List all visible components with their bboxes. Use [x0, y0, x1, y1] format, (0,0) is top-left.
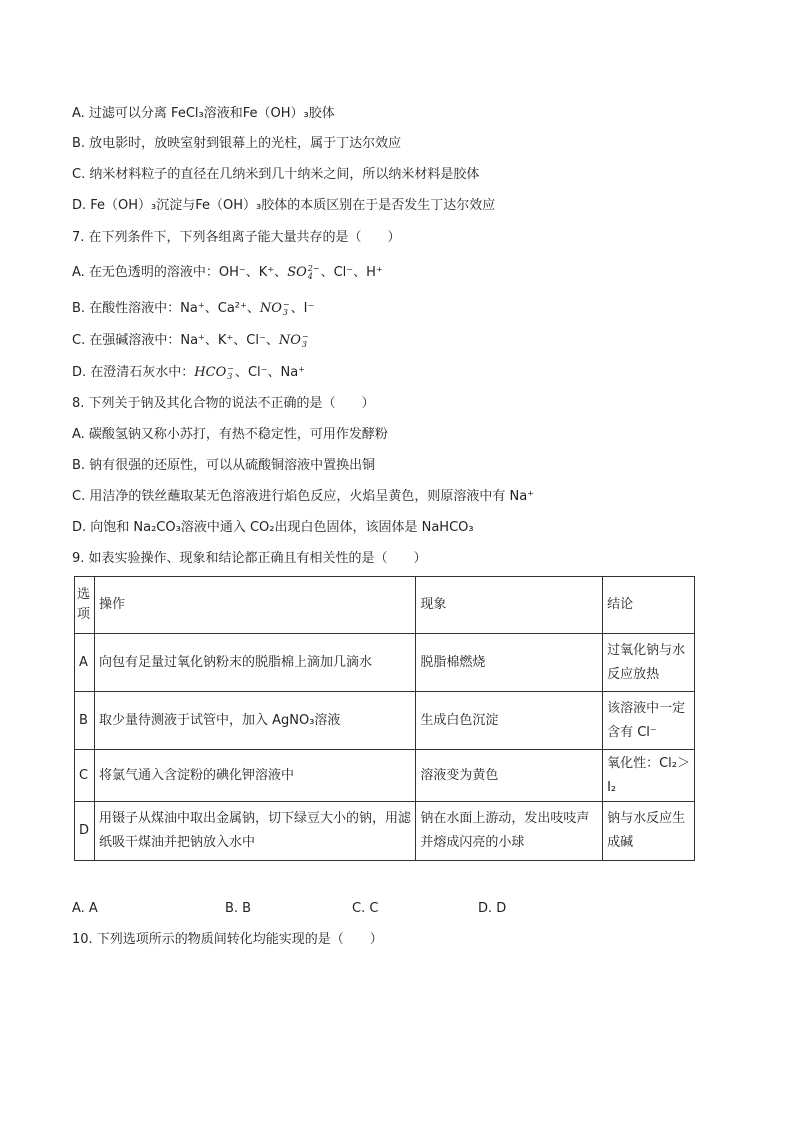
header-operation: 操作: [94, 577, 415, 634]
option-7b-pre: B. 在酸性溶液中：Na⁺、Ca²⁺、: [72, 301, 260, 316]
option-7d-pre: D. 在澄清石灰水中：: [72, 365, 195, 380]
option-8b: B. 钠有很强的还原性，可以从硫酸铜溶液中置换出铜: [72, 458, 376, 473]
table-row: [75, 634, 695, 692]
choice-d: D. D: [478, 901, 507, 916]
row-phenomenon: 生成白色沉淀: [416, 692, 603, 750]
row-option: A: [75, 634, 95, 692]
table-row: [75, 692, 695, 750]
option-7a-pre: A. 在无色透明的溶液中：OH⁻、K⁺、: [72, 265, 288, 280]
bicarbonate-frac: [227, 365, 234, 381]
bicarbonate-ion: [194, 365, 235, 380]
nitrate-sub-c: 3: [301, 339, 307, 349]
option-8a: A. 碳酸氢钠又称小苏打，有热不稳定性，可用作发酵粉: [72, 427, 388, 442]
header-phenomenon: 现象: [416, 577, 603, 634]
option-8d: D. 向饱和 Na₂CO₃溶液中通入 CO₂出现白色固体，该固体是 NaHCO₃: [72, 520, 474, 535]
row-conclusion: 氧化性：Cl₂＞I₂: [603, 750, 695, 802]
row-conclusion: 钠与水反应生成碱: [603, 802, 695, 861]
table-row: [75, 802, 695, 861]
option-6a: A. 过滤可以分离 FeCl₃溶液和Fe（OH）₃胶体: [72, 106, 335, 121]
row-operation: 向包有足量过氧化钠粉末的脱脂棉上滴加几滴水: [94, 634, 415, 692]
question-7-stem: 7. 在下列条件下，下列各组离子能大量共存的是（ ）: [72, 230, 401, 245]
choice-b: B. B: [225, 901, 252, 916]
option-7c: [72, 332, 310, 350]
row-phenomenon: 钠在水面上游动，发出吱吱声并熔成闪亮的小球: [416, 802, 603, 861]
option-6c: C. 纳米材料粒子的直径在几纳米到几十纳米之间，所以纳米材料是胶体: [72, 167, 480, 182]
bicarbonate-charge: −: [227, 363, 234, 373]
header-conclusion: 结论: [603, 577, 695, 634]
option-7b: [72, 300, 314, 318]
nitrate-frac-b: [283, 301, 290, 317]
nitrate-base-c: NO: [278, 333, 301, 348]
nitrate-charge-c: −: [301, 331, 309, 341]
experiment-table: [74, 576, 695, 861]
row-operation: 取少量待测液于试管中，加入 AgNO₃溶液: [94, 692, 415, 750]
question-9-choices: [72, 900, 712, 918]
nitrate-ion-c: [279, 333, 310, 348]
row-option: B: [75, 692, 95, 750]
sulfate-base: SO: [287, 265, 307, 280]
option-7d: [72, 364, 305, 382]
choice-c: C. C: [352, 901, 379, 916]
table-header-row: [75, 577, 695, 634]
choice-a: A. A: [72, 901, 98, 916]
option-8c: C. 用洁净的铁丝蘸取某无色溶液进行焰色反应，火焰呈黄色，则原溶液中有 Na⁺: [72, 489, 535, 504]
table-row: [75, 750, 695, 802]
row-phenomenon: 脱脂棉燃烧: [416, 634, 603, 692]
nitrate-ion-b: [260, 301, 291, 316]
nitrate-sub-b: 3: [282, 307, 288, 317]
option-6b: B. 放电影时，放映室射到银幕上的光柱，属于丁达尔效应: [72, 136, 402, 151]
bicarbonate-base: HCO: [194, 365, 227, 380]
nitrate-base-b: NO: [259, 301, 282, 316]
option-6d: D. Fe（OH）₃沉淀与Fe（OH）₃胶体的本质区别在于是否发生丁达尔效应: [72, 198, 496, 213]
row-conclusion: 该溶液中一定含有 Cl⁻: [603, 692, 695, 750]
header-option: 选项: [75, 577, 95, 634]
question-8-stem: 8. 下列关于钠及其化合物的说法不正确的是（ ）: [72, 396, 375, 411]
row-operation: 将氯气通入含淀粉的碘化钾溶液中: [94, 750, 415, 802]
option-7a-post: 、Cl⁻、H⁺: [320, 265, 383, 280]
option-7b-post: 、I⁻: [290, 301, 315, 316]
option-7c-pre: C. 在强碱溶液中：Na⁺、K⁺、Cl⁻、: [72, 333, 279, 348]
option-7a: [72, 264, 383, 282]
sulfate-charge: 2−: [307, 263, 320, 273]
sulfate-frac: [308, 265, 320, 281]
row-operation: 用镊子从煤油中取出金属钠，切下绿豆大小的钠，用滤纸吸干煤油并把钠放入水中: [94, 802, 415, 861]
question-9-stem: 9. 如表实验操作、现象和结论都正确且有相关性的是（ ）: [72, 551, 427, 566]
row-option: D: [75, 802, 95, 861]
nitrate-charge-b: −: [282, 299, 290, 309]
question-10-stem: 10. 下列选项所示的物质间转化均能实现的是（ ）: [72, 932, 383, 947]
sulfate-ion: [287, 265, 320, 280]
nitrate-frac-c: [302, 333, 309, 349]
sulfate-sub: 4: [307, 271, 313, 281]
bicarbonate-sub: 3: [227, 371, 233, 381]
row-phenomenon: 溶液变为黄色: [416, 750, 603, 802]
row-conclusion: 过氧化钠与水反应放热: [603, 634, 695, 692]
row-option: C: [75, 750, 95, 802]
option-7d-post: 、Cl⁻、Na⁺: [234, 365, 306, 380]
